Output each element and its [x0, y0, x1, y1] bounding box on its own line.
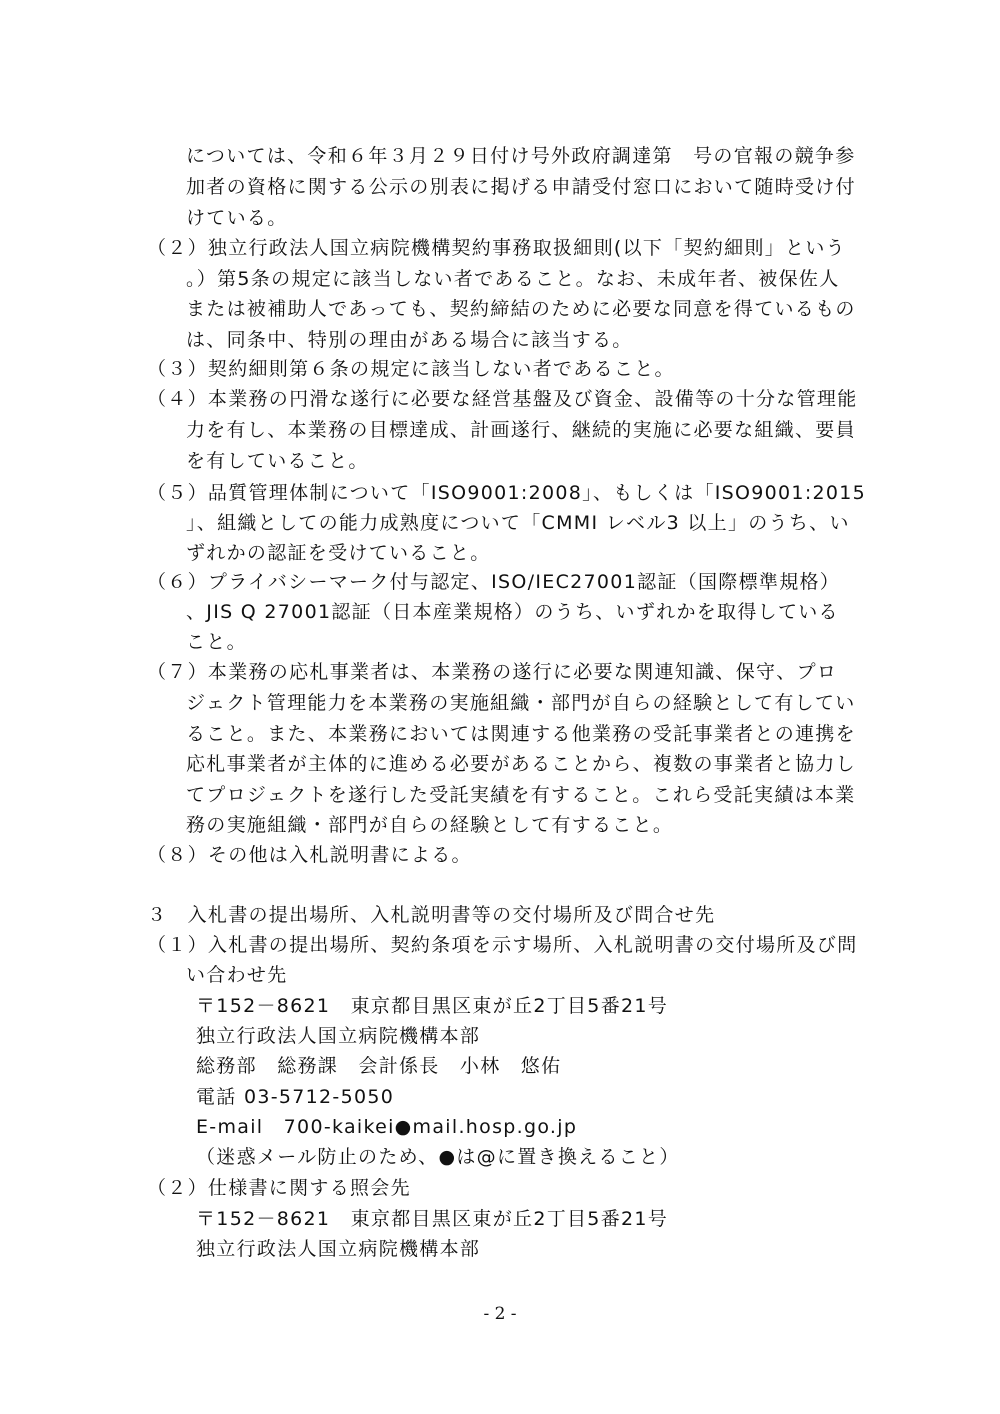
email-line: E-mail 700-kaikei●mail.hosp.go.jp	[196, 1116, 578, 1138]
text-line: （７）本業務の応札事業者は、本業務の遂行に必要な関連知識、保守、プロ	[147, 661, 838, 683]
text-line: 務の実施組織・部門が自らの経験として有すること。	[186, 814, 674, 836]
text-line: （５）品質管理体制について「ISO9001:2008」、もしくは「ISO9001:2015	[147, 482, 867, 504]
text-line: （１）入札書の提出場所、契約条項を示す場所、入札説明書の交付場所及び問	[147, 934, 858, 956]
text-line: （６）プライバシーマーク付与認定、ISO/IEC27001認証（国際標準規格）	[147, 571, 841, 593]
address-line: 〒152－8621 東京都目黒区東が丘2丁目5番21号	[196, 1208, 669, 1230]
text-line: または被補助人であっても、契約締結のために必要な同意を得ているもの	[186, 298, 856, 320]
text-line: けている。	[186, 207, 288, 229]
address-line: 〒152－8621 東京都目黒区東が丘2丁目5番21号	[196, 995, 669, 1017]
text-line: 、JIS Q 27001認証（日本産業規格）のうち、いずれかを取得している	[186, 601, 839, 623]
text-line: こと。	[186, 631, 247, 653]
email-note: （迷惑メール防止のため、●は@に置き換えること）	[196, 1146, 680, 1168]
text-line: ジェクト管理能力を本業務の実施組織・部門が自らの経験として有してい	[186, 692, 856, 714]
address-line: 総務部 総務課 会計係長 小林 悠佑	[196, 1055, 562, 1077]
text-line: （４）本業務の円滑な遂行に必要な経営基盤及び資金、設備等の十分な管理能	[147, 388, 858, 410]
text-line: ずれかの認証を受けていること。	[186, 542, 491, 564]
text-line: 力を有し、本業務の目標達成、計画遂行、継続的実施に必要な組織、要員	[186, 419, 856, 441]
text-line: （２）独立行政法人国立病院機構契約事務取扱細則(以下「契約細則」という	[147, 237, 846, 259]
phone-line: 電話 03-5712-5050	[196, 1086, 395, 1108]
text-line: （２）仕様書に関する照会先	[147, 1177, 411, 1199]
text-line: は、同条中、特別の理由がある場合に該当する。	[186, 329, 633, 351]
address-line: 独立行政法人国立病院機構本部	[196, 1025, 481, 1047]
text-line: 。）第5条の規定に該当しない者であること。なお、未成年者、被保佐人	[186, 268, 840, 290]
text-line: てプロジェクトを遂行した受託実績を有すること。これら受託実績は本業	[186, 784, 856, 806]
text-line: ること。また、本業務においては関連する他業務の受託事業者との連携を	[186, 723, 856, 745]
section-heading: ３ 入札書の提出場所、入札説明書等の交付場所及び問合せ先	[147, 904, 716, 926]
text-line: については、令和６年３月２９日付け号外政府調達第 号の官報の競争参	[186, 145, 856, 167]
text-line: （８）その他は入札説明書による。	[147, 844, 472, 866]
address-line: 独立行政法人国立病院機構本部	[196, 1238, 481, 1260]
text-line: 応札事業者が主体的に進める必要があることから、複数の事業者と協力し	[186, 753, 856, 775]
text-line: （３）契約細則第６条の規定に該当しない者であること。	[147, 358, 675, 380]
text-line: を有していること。	[186, 450, 369, 472]
page-number: - 2 -	[483, 1304, 517, 1324]
text-line: 加者の資格に関する公示の別表に掲げる申請受付窓口において随時受け付	[186, 176, 856, 198]
text-line: い合わせ先	[186, 964, 288, 986]
text-line: 」、組織としての能力成熟度について「CMMI レベル3 以上」のうち、い	[186, 512, 850, 534]
